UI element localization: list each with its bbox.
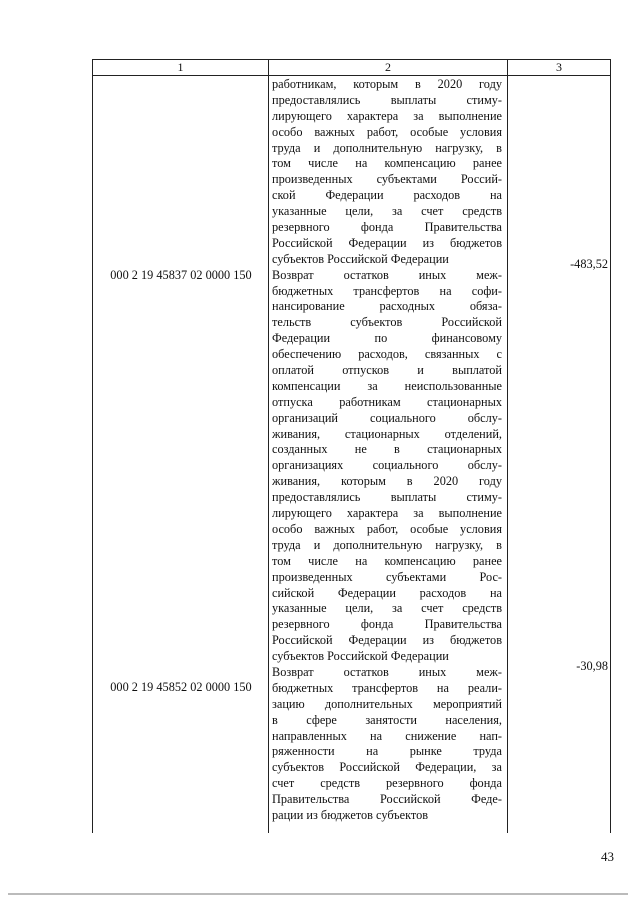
description-line: организациях социального обслу- [272, 458, 502, 473]
description-line: счет средств резервного фонда [272, 776, 502, 791]
description-line: оплатой отпусков и выплатой [272, 363, 502, 378]
scan-edge-line [8, 893, 628, 895]
description-line: зацию дополнительных мероприятий [272, 696, 502, 711]
description-line: труда и дополнительную нагрузку, в [272, 537, 502, 552]
description-line: бюджетных трансфертов на софи- [272, 283, 502, 298]
description-line: сийской Федерации расходов на [272, 585, 502, 600]
description-column [272, 77, 502, 824]
description-line: Федерации по финансовому [272, 331, 502, 346]
table-left-border [92, 59, 93, 833]
description-line: предоставлялись выплаты стиму- [272, 490, 502, 505]
description-line: обеспечению расходов, связанных с [272, 347, 502, 362]
description-line: ряженности на рынке труда [272, 744, 502, 759]
description-line: Российской Федерации из бюджетов [272, 235, 502, 250]
description-line: том числе на компенсацию ранее [272, 553, 502, 568]
row-code: 000 2 19 45837 02 0000 150 [110, 268, 252, 282]
row-description [272, 77, 502, 268]
description-line: лирующего характера за выполнение [272, 108, 502, 123]
column-number-3: 3 [556, 60, 562, 74]
description-line: созданных не в стационарных [272, 442, 502, 457]
description-line: живания, которым в 2020 году [272, 474, 502, 489]
description-line: субъектов Российской Федерации [272, 251, 449, 266]
table-right-border [610, 59, 611, 833]
description-line: работникам, которым в 2020 году [272, 77, 502, 91]
description-line: живания, стационарных отделений, [272, 426, 502, 441]
row-amount: -483,52 [570, 257, 608, 271]
description-line: том числе на компенсацию ранее [272, 156, 502, 171]
description-line: труда и дополнительную нагрузку, в [272, 140, 502, 155]
description-line: указанные цели, за счет средств [272, 204, 502, 219]
description-line: нансирование расходных обяза- [272, 299, 502, 314]
description-line: рации из бюджетов субъектов [272, 807, 429, 822]
description-line: субъектов Российской Федерации [272, 649, 449, 664]
description-line: компенсации за неиспользованные [272, 378, 502, 393]
description-line: в сфере занятости населения, [272, 712, 502, 727]
column-divider-1 [268, 59, 269, 833]
description-line: Российской Федерации из бюджетов [272, 633, 502, 648]
column-divider-2 [507, 59, 508, 833]
description-line: направленных на снижение нап- [272, 728, 502, 743]
table-header-border [92, 75, 611, 76]
description-line: резервного фонда Правительства [272, 220, 502, 235]
description-line: предоставлялись выплаты стиму- [272, 92, 502, 107]
row-description [272, 665, 502, 824]
row-amount: -30,98 [576, 659, 608, 673]
description-line: лирующего характера за выполнение [272, 506, 502, 521]
description-line: отпуска работникам стационарных [272, 394, 502, 409]
description-line: организаций социального обслу- [272, 410, 502, 425]
page-number: 43 [601, 849, 614, 864]
description-line: Возврат остатков иных меж- [272, 267, 502, 282]
column-number-1: 1 [177, 60, 184, 74]
description-line: субъектов Российской Федерации, за [272, 760, 502, 775]
description-line: тельств субъектов Российской [272, 315, 502, 330]
description-line: произведенных субъектами Россий- [272, 172, 502, 187]
description-line: бюджетных трансфертов на реали- [272, 680, 502, 695]
description-line: ской Федерации расходов на [272, 188, 502, 203]
description-line: особо важных работ, особые условия [272, 521, 502, 536]
row-description [272, 268, 502, 665]
row-code: 000 2 19 45852 02 0000 150 [110, 680, 252, 694]
description-line: указанные цели, за счет средств [272, 601, 502, 616]
description-line: Возврат остатков иных меж- [272, 664, 502, 679]
description-line: произведенных субъектами Рос- [272, 569, 502, 584]
column-number-2: 2 [385, 60, 391, 74]
description-line: особо важных работ, особые условия [272, 124, 502, 139]
description-line: Правительства Российской Феде- [272, 792, 502, 807]
description-line: резервного фонда Правительства [272, 617, 502, 632]
